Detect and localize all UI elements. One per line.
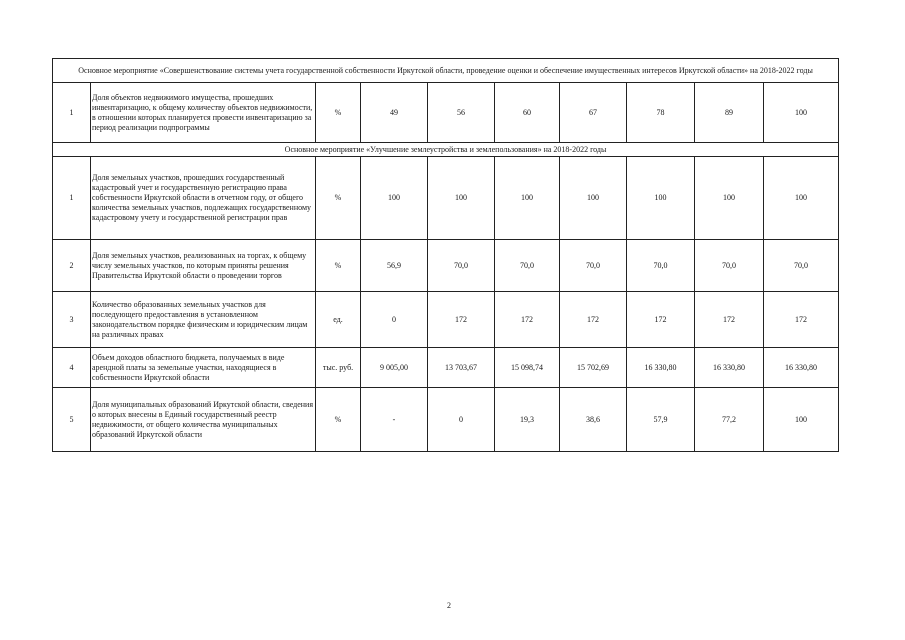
- value-cell: 89: [695, 83, 764, 143]
- document-page: [52, 58, 838, 452]
- value-cell: 172: [627, 292, 695, 348]
- value-cell: 70,0: [764, 240, 839, 292]
- value-cell: 172: [695, 292, 764, 348]
- value-cell: 100: [695, 157, 764, 240]
- row-number: 4: [53, 348, 91, 388]
- indicator-name: Доля земельных участков, прошедших государственный кадастровый учет и государственную регистрацию права собственности Иркутской области в отчетном году, от общего количества земельных участков, подлежащих государственному кадастровому учету и государственной регистрации прав: [91, 157, 316, 240]
- row-number: 1: [53, 157, 91, 240]
- indicator-name: Доля объектов недвижимого имущества, прошедших инвентаризацию, к общему количеству объектов недвижимости, в отношении которых планируется провести инвентаризацию за период реализации подпрограммы: [91, 83, 316, 143]
- value-cell: 0: [428, 388, 495, 452]
- value-cell: 100: [495, 157, 560, 240]
- unit-cell: %: [316, 83, 361, 143]
- value-cell: 16 330,80: [764, 348, 839, 388]
- value-cell: 78: [627, 83, 695, 143]
- value-cell: 70,0: [695, 240, 764, 292]
- row-number: 5: [53, 388, 91, 452]
- unit-cell: ед.: [316, 292, 361, 348]
- value-cell: 100: [764, 157, 839, 240]
- value-cell: 70,0: [560, 240, 627, 292]
- value-cell: 70,0: [627, 240, 695, 292]
- value-cell: 100: [560, 157, 627, 240]
- unit-cell: %: [316, 388, 361, 452]
- value-cell: 100: [764, 83, 839, 143]
- value-cell: 9 005,00: [361, 348, 428, 388]
- section-header-row: [53, 143, 839, 157]
- value-cell: 16 330,80: [695, 348, 764, 388]
- page-number: 2: [447, 601, 451, 610]
- value-cell: 172: [560, 292, 627, 348]
- value-cell: 100: [627, 157, 695, 240]
- indicator-name: Доля муниципальных образований Иркутской области, сведения о которых внесены в Единый государственный реестр недвижимости, от общего количества муниципальных образований Иркутской области: [91, 388, 316, 452]
- value-cell: 70,0: [428, 240, 495, 292]
- row-number: 2: [53, 240, 91, 292]
- section-title: Основное мероприятие «Улучшение землеустройства и землепользования» на 2018-2022 годы: [53, 143, 839, 157]
- indicator-name: Доля земельных участков, реализованных на торгах, к общему числу земельных участков, по которым приняты решения Правительства Иркутской области о проведении торгов: [91, 240, 316, 292]
- value-cell: 56,9: [361, 240, 428, 292]
- table-row: [53, 157, 839, 240]
- row-number: 1: [53, 83, 91, 143]
- indicator-name: Объем доходов областного бюджета, получаемых в виде арендной платы за земельные участки, находящиеся в собственности Иркутской области: [91, 348, 316, 388]
- value-cell: 70,0: [495, 240, 560, 292]
- unit-cell: %: [316, 240, 361, 292]
- value-cell: 100: [428, 157, 495, 240]
- value-cell: 0: [361, 292, 428, 348]
- value-cell: -: [361, 388, 428, 452]
- value-cell: 15 098,74: [495, 348, 560, 388]
- value-cell: 57,9: [627, 388, 695, 452]
- value-cell: 13 703,67: [428, 348, 495, 388]
- table-row: [53, 292, 839, 348]
- unit-cell: тыс. руб.: [316, 348, 361, 388]
- value-cell: 67: [560, 83, 627, 143]
- value-cell: 172: [764, 292, 839, 348]
- value-cell: 49: [361, 83, 428, 143]
- section-title: Основное мероприятие «Совершенствование системы учета государственной собственности Иркутской области, проведение оценки и обеспечение имущественных интересов Иркутской области» на 2018-2022 годы: [53, 59, 839, 83]
- value-cell: 100: [361, 157, 428, 240]
- indicator-name: Количество образованных земельных участков для последующего предоставления в установленном законодательством порядке физическим и юридическим лицам на различных правах: [91, 292, 316, 348]
- section-header-row: [53, 59, 839, 83]
- table-row: [53, 83, 839, 143]
- value-cell: 60: [495, 83, 560, 143]
- value-cell: 100: [764, 388, 839, 452]
- value-cell: 15 702,69: [560, 348, 627, 388]
- row-number: 3: [53, 292, 91, 348]
- value-cell: 172: [495, 292, 560, 348]
- indicators-table: [52, 58, 839, 452]
- table-row: [53, 240, 839, 292]
- value-cell: 16 330,80: [627, 348, 695, 388]
- unit-cell: %: [316, 157, 361, 240]
- table-row: [53, 388, 839, 452]
- value-cell: 77,2: [695, 388, 764, 452]
- value-cell: 38,6: [560, 388, 627, 452]
- value-cell: 172: [428, 292, 495, 348]
- table-row: [53, 348, 839, 388]
- value-cell: 19,3: [495, 388, 560, 452]
- value-cell: 56: [428, 83, 495, 143]
